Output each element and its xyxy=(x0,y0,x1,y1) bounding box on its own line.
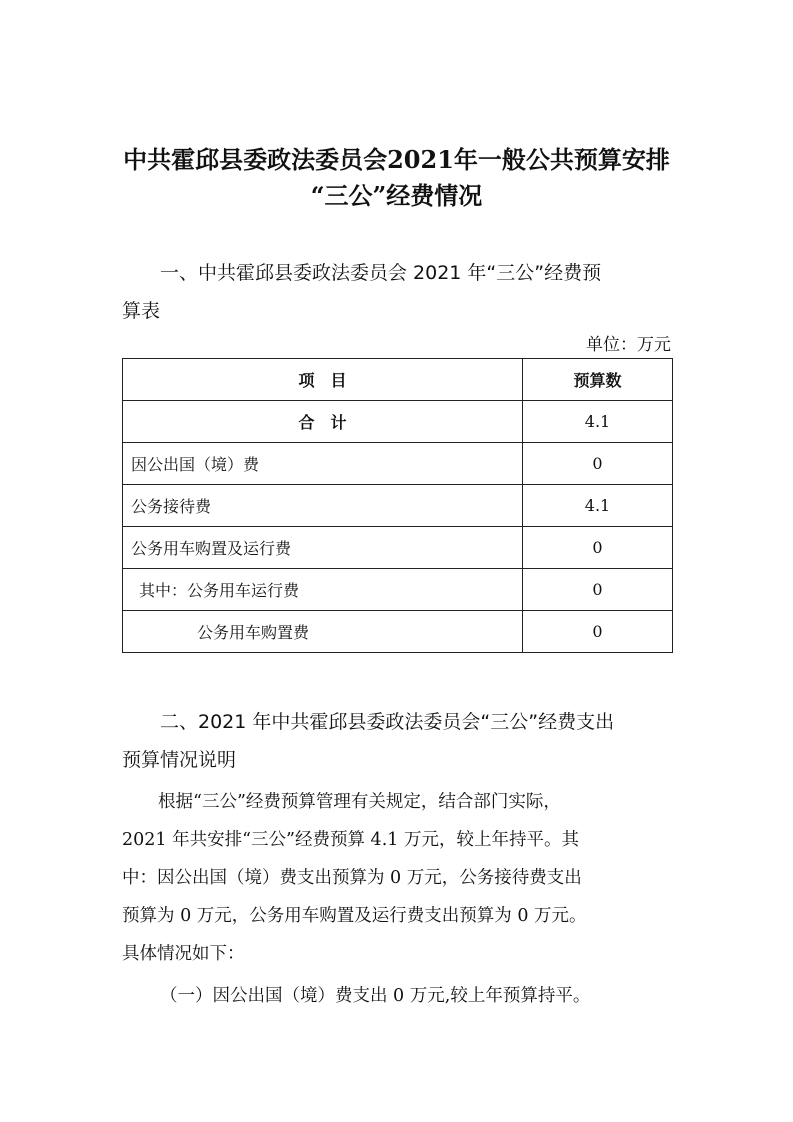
body-paragraph-line: 具体情况如下： xyxy=(122,944,245,964)
body-paragraph-line: 2021 年共安排“三公”经费预算 4.1 万元，较上年持平。其 xyxy=(122,830,579,850)
body-paragraph-line: 中：因公出国（境）费支出预算为 0 万元，公务接待费支出 xyxy=(122,868,582,888)
row-label: 公务用车购置及运行费 xyxy=(123,527,523,569)
section1-heading-cont: 算表 xyxy=(122,300,161,322)
body-paragraph-line: 预算为 0 万元，公务用车购置及运行费支出预算为 0 万元。 xyxy=(122,906,587,926)
row-label-total: 合 计 xyxy=(123,401,523,443)
table-header-row xyxy=(123,359,673,401)
header-amount: 预算数 xyxy=(523,359,673,401)
row-value: 0 xyxy=(523,611,673,653)
row-label: 因公出国（境）费 xyxy=(123,443,523,485)
table-row xyxy=(123,485,673,527)
row-value: 0 xyxy=(523,569,673,611)
budget-table xyxy=(122,358,673,653)
table-row xyxy=(123,401,673,443)
row-value: 4.1 xyxy=(523,485,673,527)
row-value-total: 4.1 xyxy=(523,401,673,443)
header-item: 项 目 xyxy=(123,359,523,401)
row-value: 0 xyxy=(523,443,673,485)
row-label: 公务接待费 xyxy=(123,485,523,527)
row-label: 其中：公务用车运行费 xyxy=(123,569,523,611)
section2-heading-cont: 预算情况说明 xyxy=(122,749,237,771)
body-paragraph-line: 根据“三公”经费预算管理有关规定，结合部门实际， xyxy=(158,792,561,812)
row-label: 公务用车购置费 xyxy=(123,611,523,653)
document-title-line1: 中共霍邱县委政法委员会2021年一般公共预算安排 xyxy=(123,145,670,174)
body-paragraph-line: （一）因公出国（境）费支出 0 万元,较上年预算持平。 xyxy=(160,986,591,1006)
table-row xyxy=(123,443,673,485)
document-title-line2: “三公”经费情况 xyxy=(310,181,483,210)
table-row xyxy=(123,611,673,653)
table-row xyxy=(123,527,673,569)
section1-heading: 一、中共霍邱县委政法委员会 2021 年“三公”经费预 xyxy=(160,262,602,284)
table-row xyxy=(123,569,673,611)
row-value: 0 xyxy=(523,527,673,569)
unit-label: 单位：万元 xyxy=(586,335,671,355)
section2-heading: 二、2021 年中共霍邱县委政法委员会“三公”经费支出 xyxy=(160,711,615,733)
